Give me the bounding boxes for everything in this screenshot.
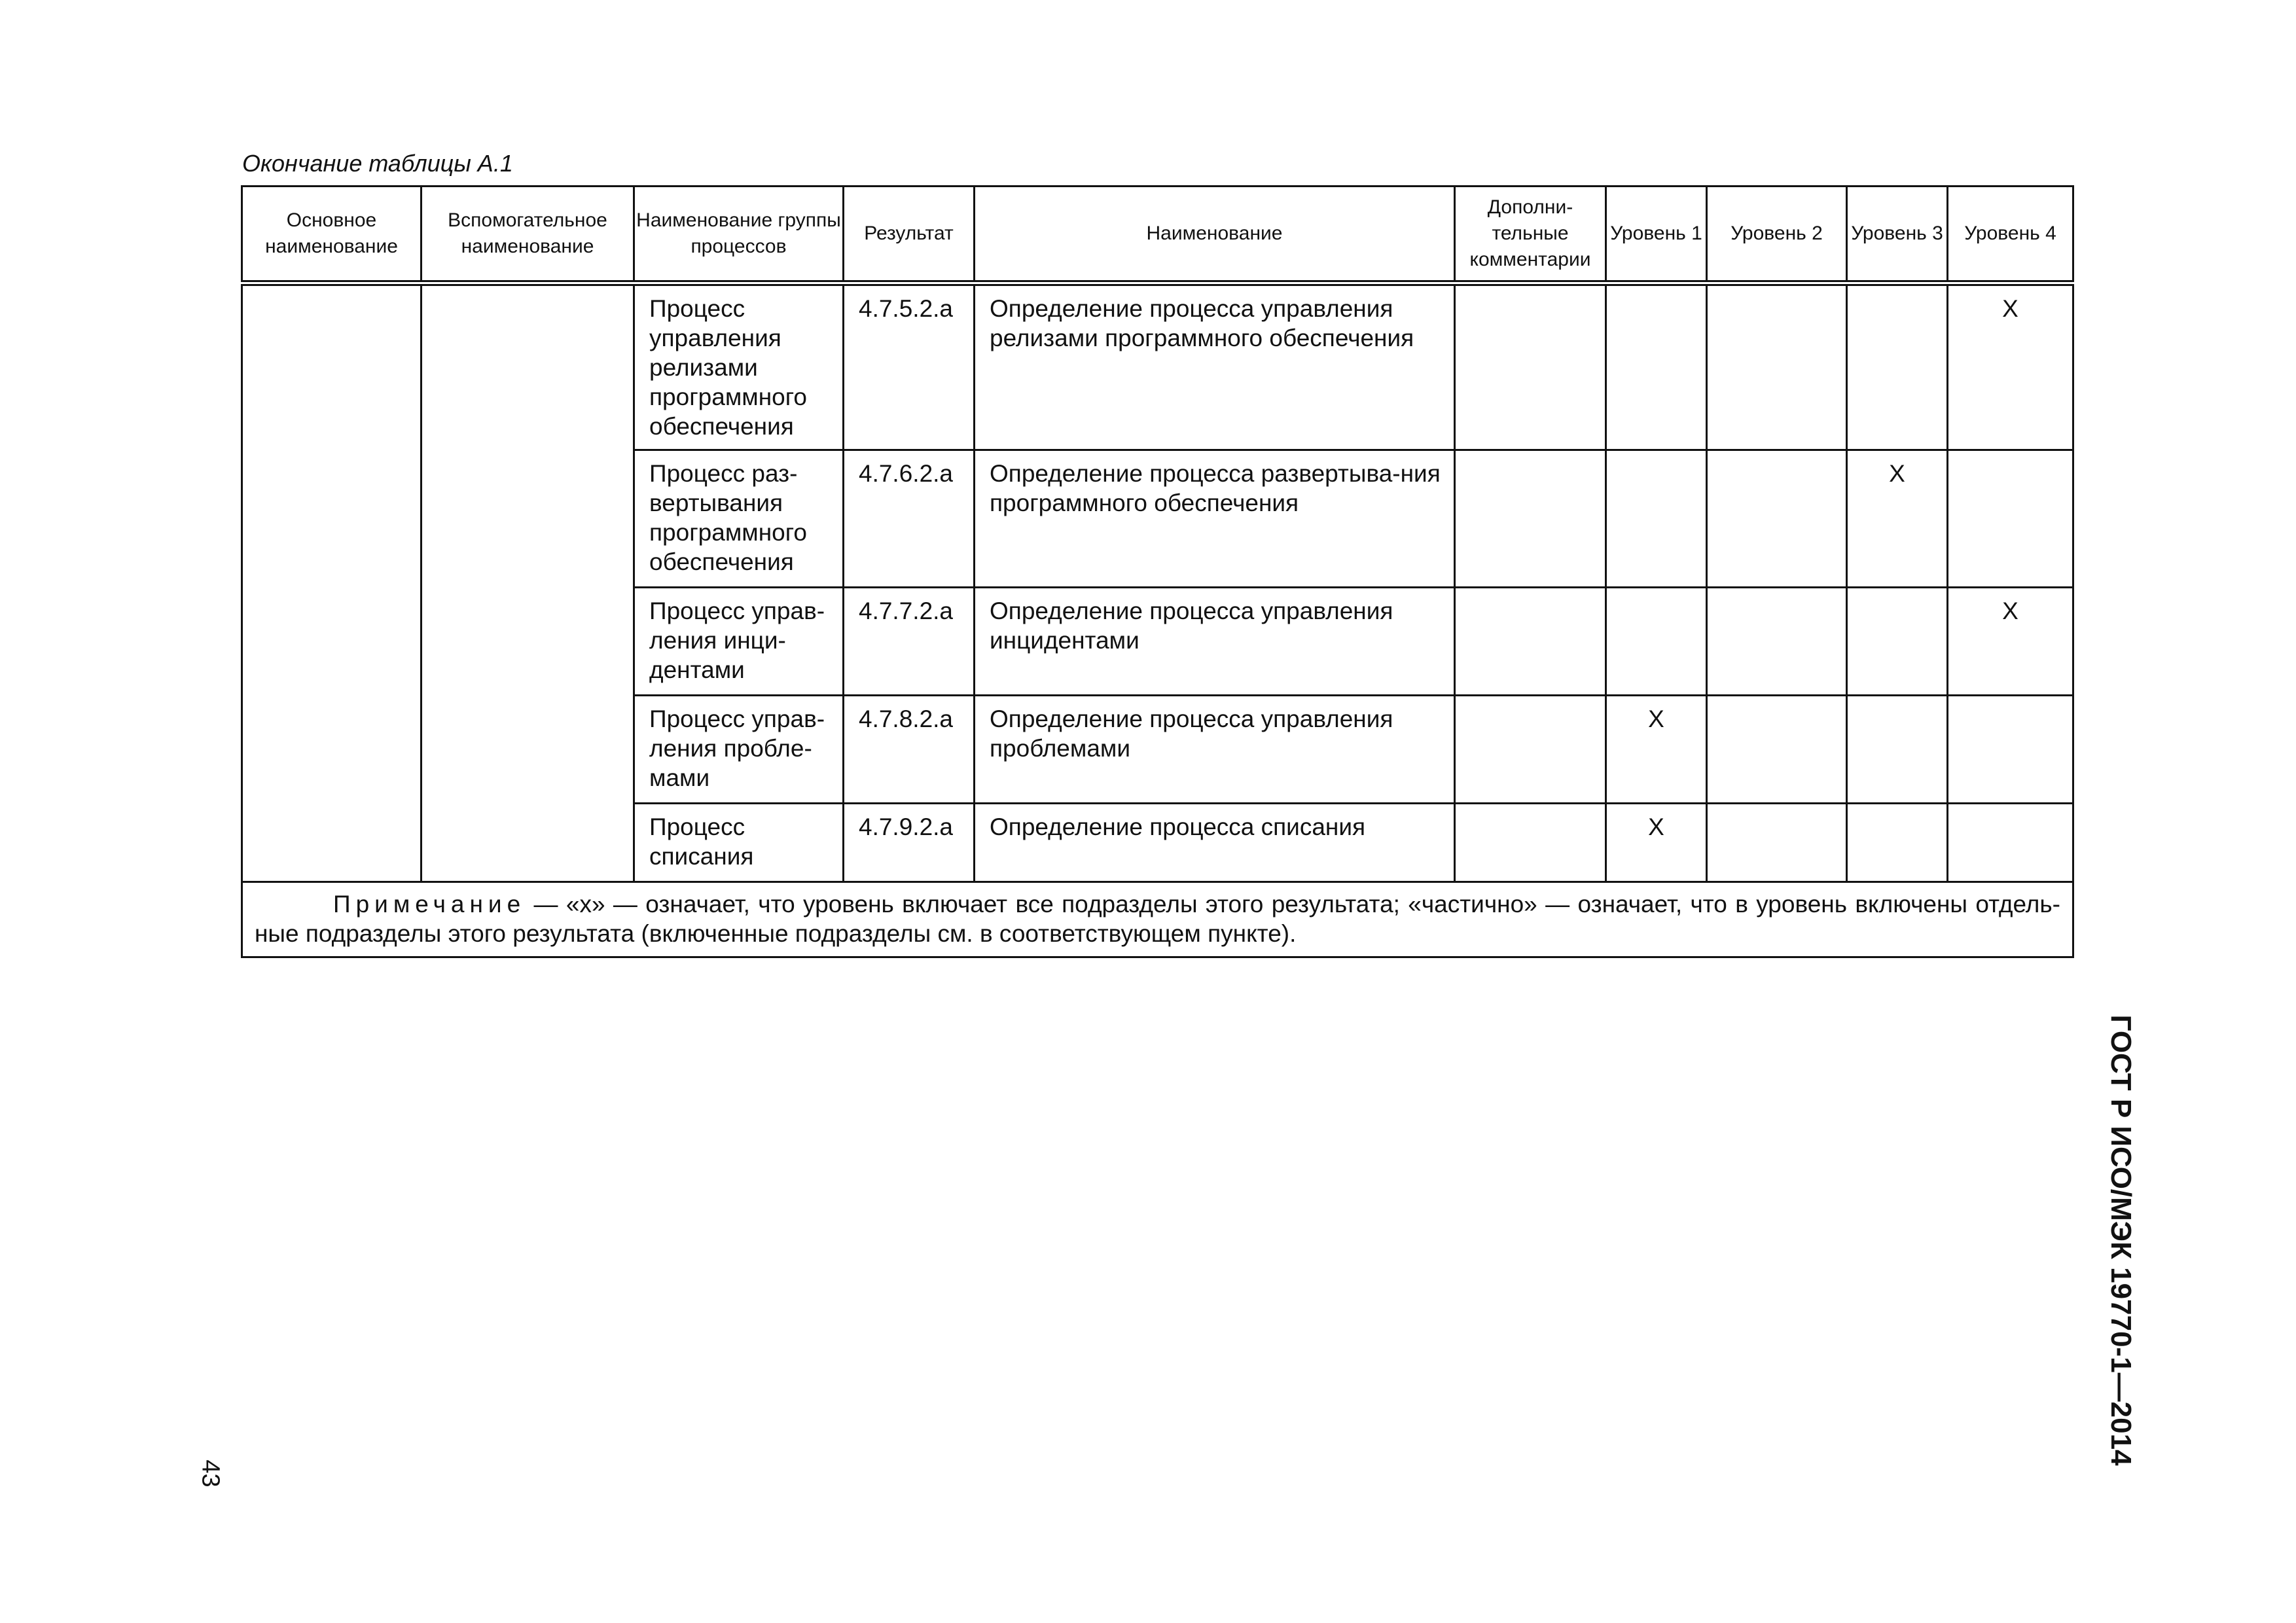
level-2-cell xyxy=(1707,804,1847,882)
result-cell: 4.7.7.2.a xyxy=(844,588,975,696)
header-process-group: Наименование группы процессов xyxy=(634,187,844,283)
level-4-cell xyxy=(1948,696,2073,804)
table-note-row xyxy=(242,882,2073,957)
name-cell: Определение процесса управления проблемами xyxy=(975,696,1455,804)
aux-name-cell xyxy=(422,283,634,882)
header-main-name: Основное наименование xyxy=(242,187,422,283)
level-4-cell xyxy=(1948,804,2073,882)
level-4-cell: X xyxy=(1948,588,2073,696)
level-1-cell xyxy=(1606,450,1707,588)
table-row xyxy=(242,283,2073,450)
level-2-cell xyxy=(1707,283,1847,450)
comment-cell xyxy=(1455,588,1606,696)
process-group-cell: Процесс списания xyxy=(634,804,844,882)
name-cell: Определение процесса развертыва-ния программного обеспечения xyxy=(975,450,1455,588)
level-3-cell xyxy=(1847,588,1948,696)
result-cell: 4.7.5.2.a xyxy=(844,283,975,450)
level-1-cell xyxy=(1606,588,1707,696)
result-cell: 4.7.8.2.a xyxy=(844,696,975,804)
header-level-4: Уровень 4 xyxy=(1948,187,2073,283)
level-3-cell xyxy=(1847,283,1948,450)
header-comments: Дополни-тельные комментарии xyxy=(1455,187,1606,283)
level-1-cell: X xyxy=(1606,696,1707,804)
page-number: 43 xyxy=(196,1459,224,1488)
header-aux-name: Вспомогательное наименование xyxy=(422,187,634,283)
document-code: ГОСТ Р ИСО/МЭК 19770-1—2014 xyxy=(2105,1014,2137,1466)
level-3-cell xyxy=(1847,696,1948,804)
note-text: — «х» — означает, что уровень включает все подразделы этого результата; «частично» — означает, что в уровень включены отдель-ные подразделы этого результата (включенные подразделы см. в соответствующем пункте). xyxy=(255,891,2060,947)
header-level-1: Уровень 1 xyxy=(1606,187,1707,283)
name-cell: Определение процесса управления релизами программного обеспечения xyxy=(975,283,1455,450)
level-3-cell xyxy=(1847,804,1948,882)
comment-cell xyxy=(1455,696,1606,804)
header-level-3: Уровень 3 xyxy=(1847,187,1948,283)
process-group-cell: Процесс управ-ления инци-дентами xyxy=(634,588,844,696)
table-header-row xyxy=(242,187,2073,283)
header-level-2: Уровень 2 xyxy=(1707,187,1847,283)
process-group-cell: Процесс управления релизами программного обеспечения xyxy=(634,283,844,450)
level-1-cell: X xyxy=(1606,804,1707,882)
name-cell: Определение процесса списания xyxy=(975,804,1455,882)
level-3-cell: X xyxy=(1847,450,1948,588)
result-cell: 4.7.9.2.a xyxy=(844,804,975,882)
level-2-cell xyxy=(1707,588,1847,696)
comment-cell xyxy=(1455,450,1606,588)
process-group-cell: Процесс управ-ления пробле-мами xyxy=(634,696,844,804)
header-result: Результат xyxy=(844,187,975,283)
comment-cell xyxy=(1455,804,1606,882)
result-cell: 4.7.6.2.a xyxy=(844,450,975,588)
level-4-cell: X xyxy=(1948,283,2073,450)
note-label: Примечание xyxy=(333,891,526,918)
main-name-cell xyxy=(242,283,422,882)
level-4-cell xyxy=(1948,450,2073,588)
header-name: Наименование xyxy=(975,187,1455,283)
process-table xyxy=(241,185,2074,958)
level-1-cell xyxy=(1606,283,1707,450)
name-cell: Определение процесса управления инцидентами xyxy=(975,588,1455,696)
table-caption: Окончание таблицы А.1 xyxy=(242,150,513,177)
process-group-cell: Процесс раз-вертывания программного обеспечения xyxy=(634,450,844,588)
level-2-cell xyxy=(1707,696,1847,804)
comment-cell xyxy=(1455,283,1606,450)
level-2-cell xyxy=(1707,450,1847,588)
table-note xyxy=(242,882,2073,957)
